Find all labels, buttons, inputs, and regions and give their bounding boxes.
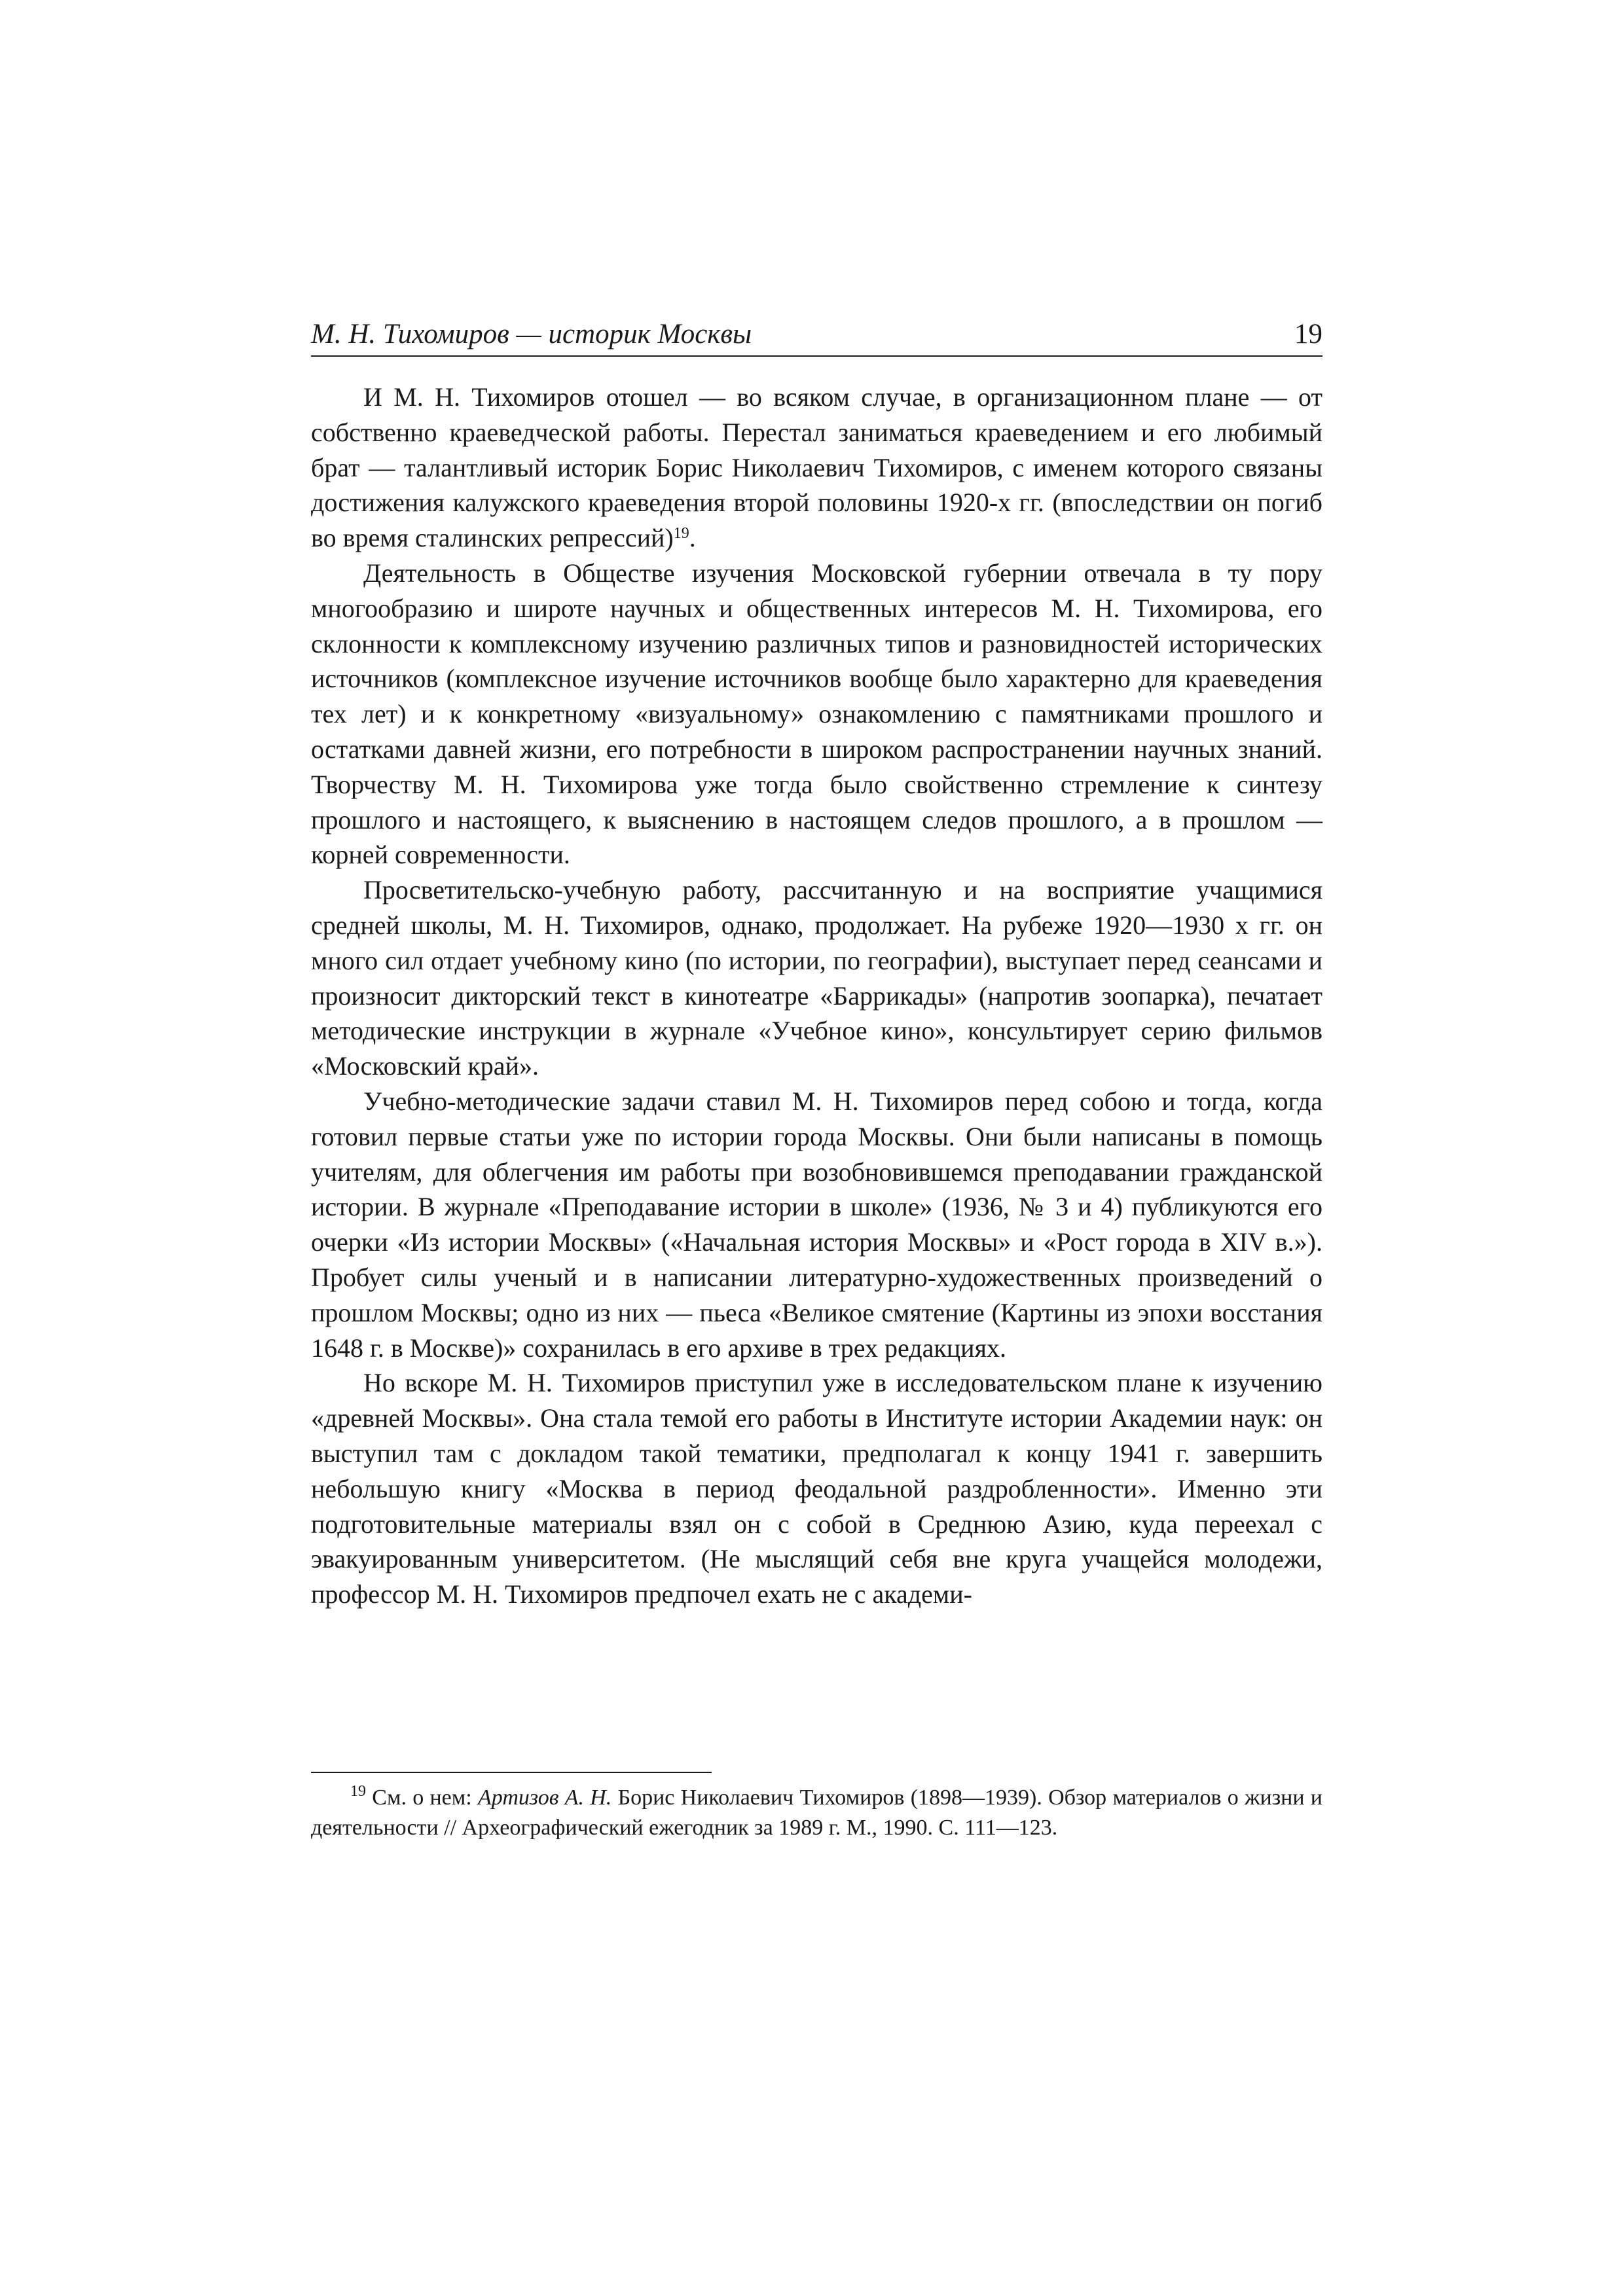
running-header — [311, 317, 1322, 357]
footnote-lead: См. о нем: — [372, 1785, 472, 1810]
paragraph-4: Учебно-методические задачи ставил М. Н. Тихомиров перед собою и тогда, когда готовил первые статьи уже по истории города Москвы. Они были написаны в помощь учителям, для облегчения им работы при возобновившемся преподавании гражданской истории. В журнале «Преподавание истории в школе» (1936, № 3 и 4) публикуются его очерки «Из истории Москвы» («Начальная история Москвы» и «Рост города в XIV в.»). Пробует силы ученый и в написании литературно-художественных произведений о прошлом Москвы; одно из них — пьеса «Великое смятение (Картины из эпохи восстания 1648 г. в Москве)» сохранилась в его архиве в трех редакциях. — [311, 1086, 1322, 1363]
footnote-ref: 19 — [673, 525, 689, 542]
body-text — [311, 380, 1322, 1612]
paragraph-2: Деятельность в Обществе изучения Московской губернии отвечала в ту пору многообразию и широте научных и общественных интересов М. Н. Тихомирова, его склонности к комплексному изучению различных типов и разновидностей исторических источников (комплексное изучение источников вообще было характерно для краеведения тех лет) и к конкретному «визуальному» ознакомлению с памятниками прошлого и остатками давней жизни, его потребности в широком распространении научных знаний. Творчеству М. Н. Тихомирова уже тогда было свойственно стремление к синтезу прошлого и настоящего, к выяснению в настоящем следов прошлого, а в прошлом — корней современности. — [311, 558, 1322, 870]
paragraph-1-text: И М. Н. Тихомиров отошел — во всяком случае, в организационном плане — от собственно краеведческой работы. Перестал заниматься краеведением и его любимый брат — талантливый историк Борис Николаевич Тихомиров, с именем которого связаны достижения калужского краеведения второй половины 1920-х гг. (впоследствии он погиб во время сталинских репрессий) — [311, 382, 1322, 553]
page-number: 19 — [1294, 319, 1322, 350]
footnote-divider — [311, 1772, 712, 1773]
footnote — [311, 1783, 1322, 1843]
paragraph-3: Просветительско-учебную работу, рассчитанную и на восприятие учащимися средней школы, М. Н. Тихомиров, однако, продолжает. На рубеже 1920—1930 х гг. он много сил отдает учебному кино (по истории, по географии), выступает перед сеансами и произносит дикторский текст в кинотеатре «Баррикады» (напротив зоопарка), печатает методические инструкции в журнале «Учебное кино», консультирует серию фильмов «Московский край». — [311, 875, 1322, 1081]
footnote-author: Артизов А. Н. — [478, 1785, 612, 1810]
footnote-text: Борис Николаевич Тихомиров (1898—1939). Обзор материалов о жизни и деятельности // Археографический ежегодник за 1989 г. М., 1990. С. 111—123. — [311, 1785, 1322, 1840]
paragraph-1-end: . — [689, 523, 696, 553]
running-title: М. Н. Тихомиров — историк Москвы — [311, 319, 752, 350]
paragraph-1 — [311, 380, 1322, 556]
footnote-number: 19 — [350, 1782, 366, 1800]
paragraph-5: Но вскоре М. Н. Тихомиров приступил уже в исследовательском плане к изучению «древней Москвы». Она стала темой его работы в Институте истории Академии наук: он выступил там с докладом такой тематики, предполагал к концу 1941 г. завершить небольшую книгу «Москва в период феодальной раздробленности». Именно эти подготовительные материалы взял он с собой в Среднюю Азию, куда переехал с эвакуированным университетом. (Не мыслящий себя вне круга учащейся молодежи, профессор М. Н. Тихомиров предпочел ехать не с академи- — [311, 1368, 1322, 1609]
